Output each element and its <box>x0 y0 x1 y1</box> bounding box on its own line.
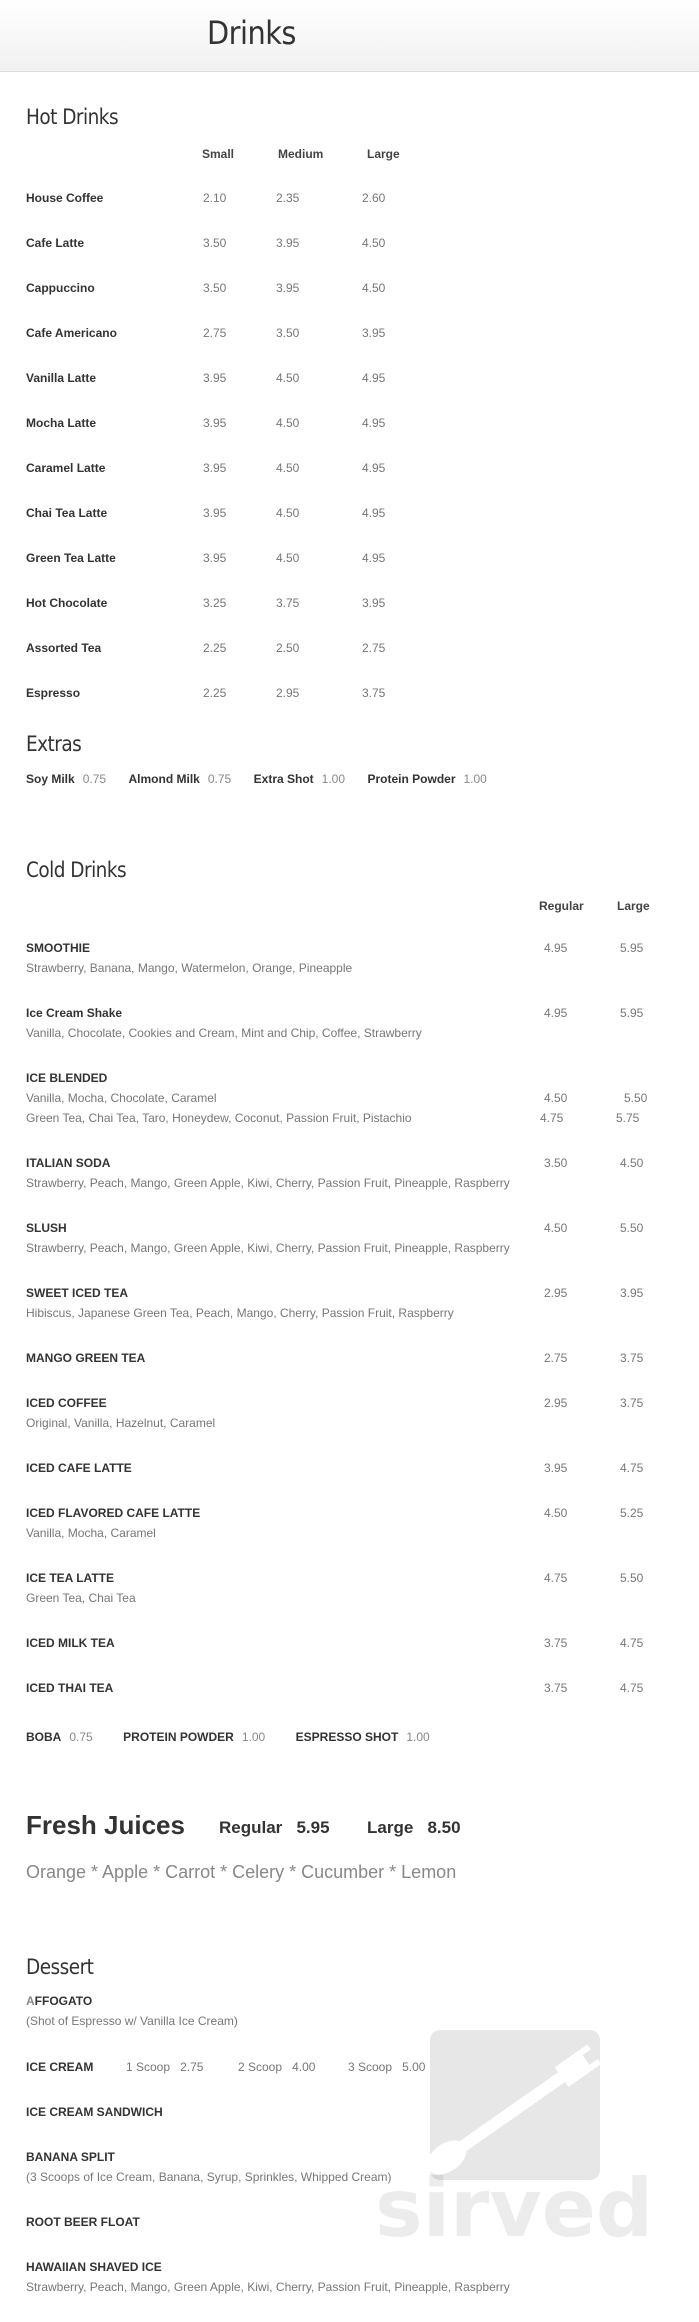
hot-item-price: 3.75 <box>276 596 300 610</box>
hot-item-name: Cappuccino <box>26 281 95 295</box>
cold-item-sub-price: 4.75 <box>540 1111 564 1125</box>
cold-item-sub-price: 5.50 <box>624 1091 648 1105</box>
extras-title: Extras <box>26 732 82 756</box>
cold-item-name: ITALIAN SODA <box>26 1156 111 1170</box>
cold-item-price: 3.50 <box>544 1156 568 1170</box>
cold-item-desc: Vanilla, Mocha, Caramel <box>26 1526 156 1540</box>
page-header <box>0 0 699 72</box>
cold-item-price: 4.95 <box>544 1006 568 1020</box>
hot-header-medium: Medium <box>278 147 324 161</box>
extra-item: Soy Milk 0.75 <box>26 772 107 786</box>
fork-spoon-icon <box>370 2010 670 2310</box>
hot-item-price: 4.95 <box>362 506 386 520</box>
hot-item-price: 2.10 <box>203 191 227 205</box>
hot-item-price: 4.50 <box>276 551 300 565</box>
juice-large-label: Large <box>367 1818 414 1837</box>
hot-item-name: Hot Chocolate <box>26 596 108 610</box>
cold-item-desc: Hibiscus, Japanese Green Tea, Peach, Mango, Cherry, Passion Fruit, Raspberry <box>26 1306 454 1320</box>
hot-item-price: 3.50 <box>276 326 300 340</box>
cold-item-desc: Green Tea, Chai Tea, Taro, Honeydew, Coconut, Passion Fruit, Pistachio <box>26 1111 412 1125</box>
hot-item-price: 4.95 <box>362 461 386 475</box>
cold-item-price: 3.75 <box>544 1681 568 1695</box>
cold-item-name: ICED CAFE LATTE <box>26 1461 132 1475</box>
extras-row <box>26 770 487 788</box>
extra-item: Protein Powder 1.00 <box>367 772 487 786</box>
cold-item-price: 3.95 <box>544 1461 568 1475</box>
cold-item-name: ICED MILK TEA <box>26 1636 115 1650</box>
cold-header-regular: Regular <box>539 899 584 913</box>
hot-item-price: 3.75 <box>362 686 386 700</box>
hot-item-price: 3.25 <box>203 596 227 610</box>
hot-item-name: House Coffee <box>26 191 104 205</box>
hot-item-price: 2.25 <box>203 686 227 700</box>
hot-item-price: 2.50 <box>276 641 300 655</box>
cold-item-sub-price: 4.50 <box>544 1091 568 1105</box>
cold-item-name: SLUSH <box>26 1221 67 1235</box>
cold-item-price: 3.75 <box>620 1351 644 1365</box>
cold-drinks-title: Cold Drinks <box>26 858 127 882</box>
cold-item-price: 4.50 <box>544 1221 568 1235</box>
ice-cream-option-3: 3 Scoop 5.00 <box>348 2060 426 2074</box>
banana-split-name: BANANA SPLIT <box>26 2150 115 2164</box>
fresh-juices-title: Fresh Juices <box>26 1810 185 1840</box>
hot-item-price: 2.60 <box>362 191 386 205</box>
juice-regular-price: 5.95 <box>296 1818 330 1837</box>
cold-item-price: 4.95 <box>544 941 568 955</box>
addon-item: ESPRESSO SHOT 1.00 <box>295 1730 430 1744</box>
cold-item-price: 3.75 <box>620 1396 644 1410</box>
hot-item-price: 2.35 <box>276 191 300 205</box>
cold-item-price: 4.75 <box>620 1681 644 1695</box>
ice-cream-option-1: 1 Scoop 2.75 <box>126 2060 204 2074</box>
cold-item-price: 4.50 <box>620 1156 644 1170</box>
hot-drinks-title: Hot Drinks <box>26 105 119 129</box>
cold-item-desc: Vanilla, Chocolate, Cookies and Cream, Mint and Chip, Coffee, Strawberry <box>26 1026 422 1040</box>
cold-item-price: 3.95 <box>620 1286 644 1300</box>
ice-cream-option-2: 2 Scoop 4.00 <box>238 2060 316 2074</box>
hot-item-price: 4.95 <box>362 551 386 565</box>
hot-item-price: 2.75 <box>362 641 386 655</box>
hot-item-price: 2.25 <box>203 641 227 655</box>
cold-item-price: 5.95 <box>620 1006 644 1020</box>
hot-item-price: 3.50 <box>203 236 227 250</box>
cold-item-desc: Strawberry, Peach, Mango, Green Apple, Kiwi, Cherry, Passion Fruit, Pineapple, Raspberry <box>26 1241 510 1255</box>
cold-item-name: ICED FLAVORED CAFE LATTE <box>26 1506 201 1520</box>
hot-header-large: Large <box>367 147 400 161</box>
juice-large-price: 8.50 <box>427 1818 461 1837</box>
hot-item-price: 3.95 <box>362 326 386 340</box>
hot-item-price: 4.50 <box>276 371 300 385</box>
juice-flavors: Orange * Apple * Carrot * Celery * Cucumber * Lemon <box>26 1862 457 1882</box>
watermark-brand: sirved <box>375 2162 654 2255</box>
cold-item-name: MANGO GREEN TEA <box>26 1351 146 1365</box>
hot-item-name: Caramel Latte <box>26 461 106 475</box>
cold-item-price: 5.50 <box>620 1571 644 1585</box>
cold-item-desc: Original, Vanilla, Hazelnut, Caramel <box>26 1416 216 1430</box>
hot-item-name: Cafe Latte <box>26 236 85 250</box>
hot-item-name: Chai Tea Latte <box>26 506 108 520</box>
addon-item: BOBA 0.75 <box>26 1730 93 1744</box>
cold-item-price: 2.95 <box>544 1286 568 1300</box>
cold-item-name: Ice Cream Shake <box>26 1006 123 1020</box>
cold-item-name: SWEET ICED TEA <box>26 1286 129 1300</box>
juice-regular <box>219 1818 330 1838</box>
hot-item-name: Green Tea Latte <box>26 551 116 565</box>
cold-item-price: 5.95 <box>620 941 644 955</box>
extra-item: Extra Shot 1.00 <box>253 772 346 786</box>
hot-item-price: 3.95 <box>203 506 227 520</box>
hot-item-price: 3.95 <box>203 551 227 565</box>
hot-item-price: 2.95 <box>276 686 300 700</box>
cold-item-name: ICED COFFEE <box>26 1396 107 1410</box>
hot-item-name: Vanilla Latte <box>26 371 97 385</box>
banana-split-desc: (3 Scoops of Ice Cream, Banana, Syrup, Sprinkles, Whipped Cream) <box>26 2170 392 2184</box>
ice-cream-sandwich-name: ICE CREAM SANDWICH <box>26 2105 163 2119</box>
hot-item-price: 3.95 <box>203 461 227 475</box>
hot-item-price: 3.50 <box>203 281 227 295</box>
cold-item-name: ICE TEA LATTE <box>26 1571 114 1585</box>
cold-addons-row <box>26 1728 430 1746</box>
cold-header-large: Large <box>617 899 650 913</box>
hot-item-price: 4.50 <box>362 281 386 295</box>
juice-regular-label: Regular <box>219 1818 283 1837</box>
cold-item-desc: Vanilla, Mocha, Chocolate, Caramel <box>26 1091 217 1105</box>
root-beer-float-name: ROOT BEER FLOAT <box>26 2215 140 2229</box>
dessert-title: Dessert <box>26 1955 94 1979</box>
cold-item-price: 2.75 <box>544 1351 568 1365</box>
hot-header-small: Small <box>202 147 235 161</box>
hot-item-price: 3.95 <box>362 596 386 610</box>
cold-item-desc: Strawberry, Banana, Mango, Watermelon, Orange, Pineapple <box>26 961 353 975</box>
hot-item-price: 4.50 <box>276 461 300 475</box>
hot-item-price: 3.95 <box>203 416 227 430</box>
cold-item-name: ICED THAI TEA <box>26 1681 114 1695</box>
cold-item-price: 2.95 <box>544 1396 568 1410</box>
cold-item-name: ICE BLENDED <box>26 1071 108 1085</box>
cold-item-price: 4.75 <box>620 1461 644 1475</box>
hot-item-price: 4.95 <box>362 416 386 430</box>
hot-item-name: Mocha Latte <box>26 416 97 430</box>
cold-item-sub-price: 5.75 <box>616 1111 640 1125</box>
affogato-name: AFFOGATO <box>26 1994 93 2008</box>
cold-item-name: SMOOTHIE <box>26 941 91 955</box>
affogato-desc: (Shot of Espresso w/ Vanilla Ice Cream) <box>26 2014 238 2028</box>
addon-item: PROTEIN POWDER 1.00 <box>123 1730 266 1744</box>
cold-item-price: 4.75 <box>544 1571 568 1585</box>
hot-item-name: Espresso <box>26 686 81 700</box>
cold-item-price: 3.75 <box>544 1636 568 1650</box>
hot-item-price: 4.50 <box>276 506 300 520</box>
cold-item-desc: Green Tea, Chai Tea <box>26 1591 136 1605</box>
hot-item-name: Assorted Tea <box>26 641 102 655</box>
hot-item-price: 4.95 <box>362 371 386 385</box>
hot-item-name: Cafe Americano <box>26 326 117 340</box>
hot-item-price: 3.95 <box>203 371 227 385</box>
cold-item-price: 5.25 <box>620 1506 644 1520</box>
shaved-ice-desc: Strawberry, Peach, Mango, Green Apple, Kiwi, Cherry, Passion Fruit, Pineapple, Raspberry <box>26 2280 510 2294</box>
cold-item-price: 4.75 <box>620 1636 644 1650</box>
cold-item-price: 4.50 <box>544 1506 568 1520</box>
hot-item-price: 4.50 <box>276 416 300 430</box>
cold-item-desc: Strawberry, Peach, Mango, Green Apple, Kiwi, Cherry, Passion Fruit, Pineapple, Raspberry <box>26 1176 510 1190</box>
juice-large <box>367 1818 461 1838</box>
hot-item-price: 3.95 <box>276 236 300 250</box>
extra-item: Almond Milk 0.75 <box>128 772 232 786</box>
ice-cream-name: ICE CREAM <box>26 2060 94 2074</box>
hot-item-price: 4.50 <box>362 236 386 250</box>
cold-item-price: 5.50 <box>620 1221 644 1235</box>
page-title: Drinks <box>207 14 296 52</box>
hot-item-price: 3.95 <box>276 281 300 295</box>
hot-item-price: 2.75 <box>203 326 227 340</box>
shaved-ice-name: HAWAIIAN SHAVED ICE <box>26 2260 162 2274</box>
